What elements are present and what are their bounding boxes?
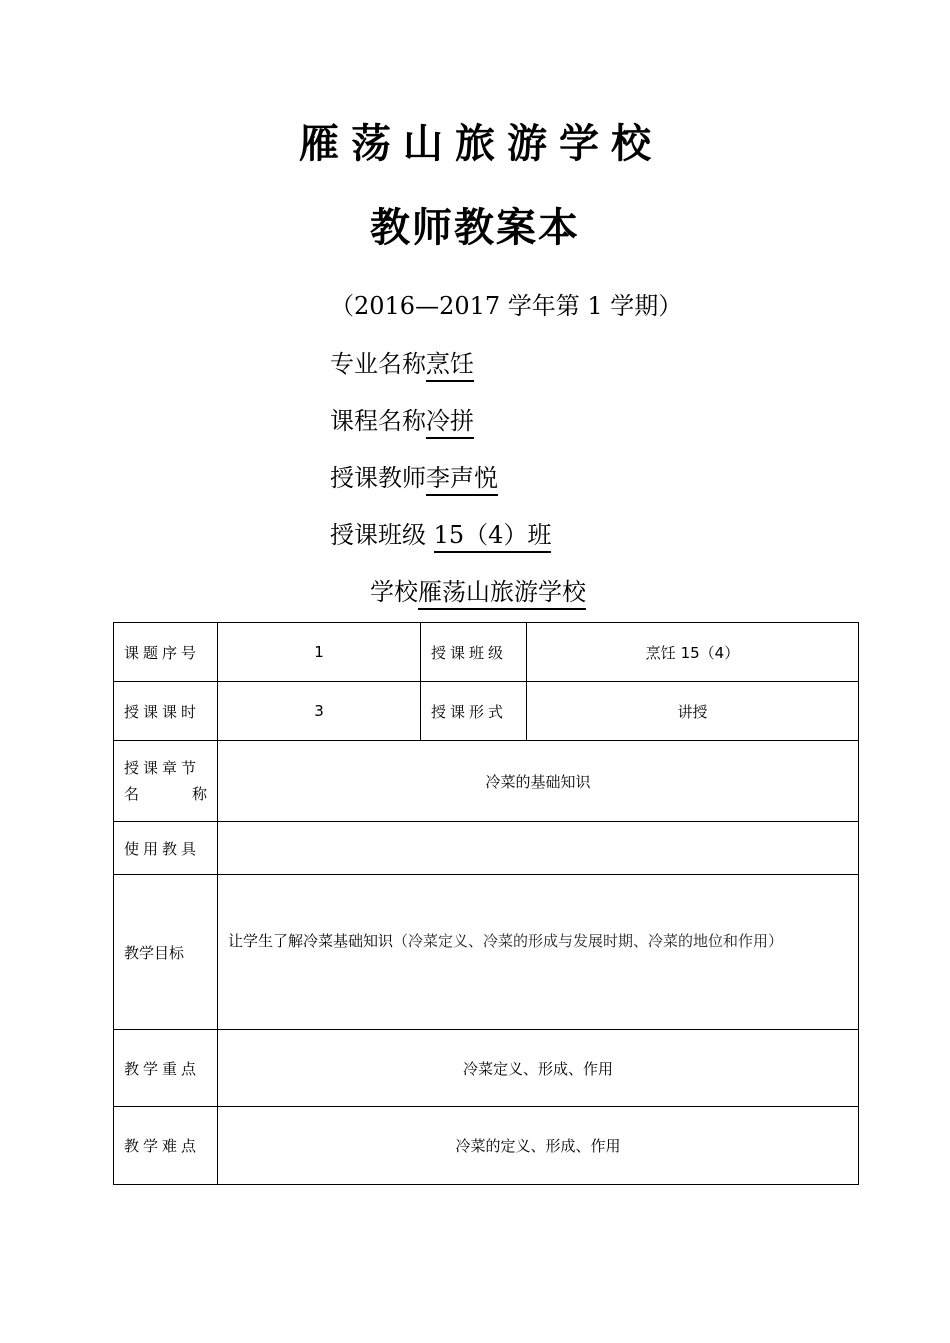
goal-value bbox=[218, 875, 859, 1030]
teacher-label: 授课教师 bbox=[330, 464, 426, 492]
table-class-label: 授课班级 bbox=[421, 623, 527, 682]
goal-value-main: 让学生了解冷菜基础知识 bbox=[228, 932, 394, 950]
goal-label: 教学目标 bbox=[114, 875, 218, 1030]
tools-value bbox=[218, 822, 859, 875]
chapter-label-char-a: 名 bbox=[124, 785, 140, 803]
hours-value: 3 bbox=[218, 682, 421, 741]
major-label: 专业名称 bbox=[330, 350, 426, 378]
lesson-no-value: 1 bbox=[218, 623, 421, 682]
class-line bbox=[330, 519, 551, 551]
chapter-label-line2 bbox=[124, 781, 207, 807]
hours-label: 授课课时 bbox=[114, 682, 218, 741]
chapter-label bbox=[114, 741, 218, 822]
teacher-value: 李声悦 bbox=[426, 464, 498, 496]
difficulty-value: 冷菜的定义、形成、作用 bbox=[218, 1107, 859, 1185]
table-row bbox=[114, 822, 859, 875]
goal-value-detail: （冷菜定义、冷菜的形成与发展时期、冷菜的地位和作用） bbox=[393, 932, 784, 950]
table-row bbox=[114, 1107, 859, 1185]
major-value: 烹饪 bbox=[426, 350, 474, 382]
table-row bbox=[114, 741, 859, 822]
class-label: 授课班级 bbox=[330, 521, 426, 549]
school-line bbox=[370, 576, 586, 608]
document-title: 教师教案本 bbox=[370, 205, 580, 251]
course-line bbox=[330, 405, 474, 437]
difficulty-label: 教学难点 bbox=[114, 1107, 218, 1185]
chapter-value: 冷菜的基础知识 bbox=[218, 741, 859, 822]
course-value: 冷拼 bbox=[426, 407, 474, 439]
school-label: 学校 bbox=[370, 578, 418, 606]
format-label: 授课形式 bbox=[421, 682, 527, 741]
table-class-value: 烹饪 15（4） bbox=[527, 623, 859, 682]
school-title: 雁荡山旅游学校 bbox=[299, 121, 663, 167]
table-row bbox=[114, 682, 859, 741]
table-row bbox=[114, 623, 859, 682]
class-value: 15（4）班 bbox=[434, 521, 552, 553]
chapter-label-char-b: 称 bbox=[191, 785, 207, 803]
term-line: （2016—2017 学年第 1 学期） bbox=[330, 292, 683, 320]
lesson-plan-table bbox=[113, 622, 859, 1185]
format-value: 讲授 bbox=[527, 682, 859, 741]
lesson-no-label: 课题序号 bbox=[114, 623, 218, 682]
table-row bbox=[114, 1030, 859, 1107]
course-label: 课程名称 bbox=[330, 407, 426, 435]
chapter-label-line1: 授课章节 bbox=[124, 759, 201, 777]
key-point-label: 教学重点 bbox=[114, 1030, 218, 1107]
school-value: 雁荡山旅游学校 bbox=[418, 578, 586, 610]
key-point-value: 冷菜定义、形成、作用 bbox=[218, 1030, 859, 1107]
table-row bbox=[114, 875, 859, 1030]
tools-label: 使用教具 bbox=[114, 822, 218, 875]
major-line bbox=[330, 348, 474, 380]
teacher-line bbox=[330, 462, 498, 494]
